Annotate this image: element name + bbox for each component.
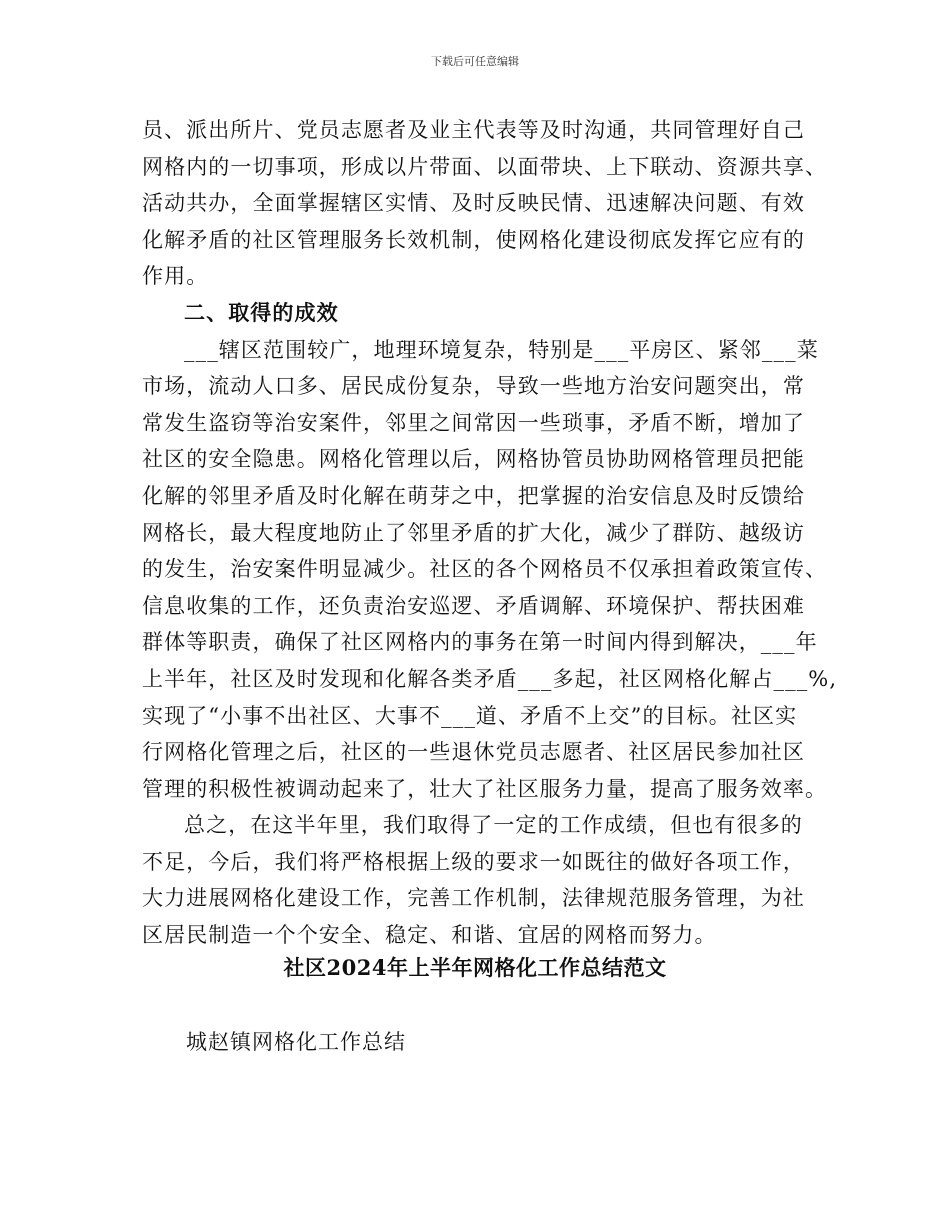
text-line: 网格内的一切事项，形成以片带面、以面带块、上下联动、资源共享、 [142,154,828,179]
text-line: 管理的积极性被调动起来了，壮大了社区服务力量，提高了服务效率。 [142,776,828,801]
text-line: 上半年，社区及时发现和化解各类矛盾___多起，社区网格化解占___%, [142,666,838,691]
text-line: 行网格化管理之后，社区的一些退休党员志愿者、社区居民参加社区 [142,740,805,765]
text-line: 总之，在这半年里，我们取得了一定的工作成绩，但也有很多的 [184,813,803,838]
text-line: 市场，流动人口多、居民成份复杂，导致一些地方治安问题突出，常 [142,374,805,399]
text-line: 活动共办，全面掌握辖区实情、及时反映民情、迅速解决问题、有效 [142,191,805,216]
header-note: 下载后可任意编辑 [431,55,519,68]
text-line: 员、派出所片、党员志愿者及业主代表等及时沟通，共同管理好自己 [142,118,805,142]
intro-paragraph [142,112,828,295]
text-line: 区居民制造一个个安全、稳定、和谐、宜居的网格而努力。 [142,923,717,948]
text-line: 实现了“小事不出社区、大事不___道、矛盾不上交”的目标。社区实 [142,703,798,728]
achievements-paragraph [142,332,838,808]
text-line: 大力进展网格化建设工作，完善工作机制，法律规范服务管理，为社 [142,886,805,911]
text-line: 化解矛盾的社区管理服务长效机制，使网格化建设彻底发挥它应有的 [142,227,805,252]
section-heading: 二、取得的成效 [184,299,339,325]
text-line: 信息收集的工作，还负责治安巡逻、矛盾调解、环境保护、帮扶困难 [142,593,805,618]
text-line: 化解的邻里矛盾及时化解在萌芽之中，把掌握的治安信息及时反馈给 [142,483,805,508]
text-line: 常发生盗窃等治安案件，邻里之间常因一些琐事，矛盾不断，增加了 [142,410,805,435]
text-line: 网格长，最大程度地防止了邻里矛盾的扩大化，减少了群防、越级访 [142,520,805,545]
document-subtitle: 城赵镇网格化工作总结 [186,1030,406,1054]
text-line: 作用。 [142,264,209,289]
text-line: 的发生，治安案件明显减少。社区的各个网格员不仅承担着政策宣传、 [142,557,828,582]
body-content [142,112,838,954]
summary-paragraph [142,807,820,953]
text-line: 不足，今后，我们将严格根据上级的要求一如既往的做好各项工作， [142,849,805,874]
document-title: 社区2024年上半年网格化工作总结范文 [283,955,667,980]
text-line: 社区的安全隐患。网格化管理以后，网格协管员协助网格管理员把能 [142,447,805,472]
text-line: 群体等职责，确保了社区网格内的事务在第一时间内得到解决，___年 [142,630,818,655]
text-line: ___辖区范围较广，地理环境复杂，特别是___平房区、紧邻___菜 [184,337,819,362]
